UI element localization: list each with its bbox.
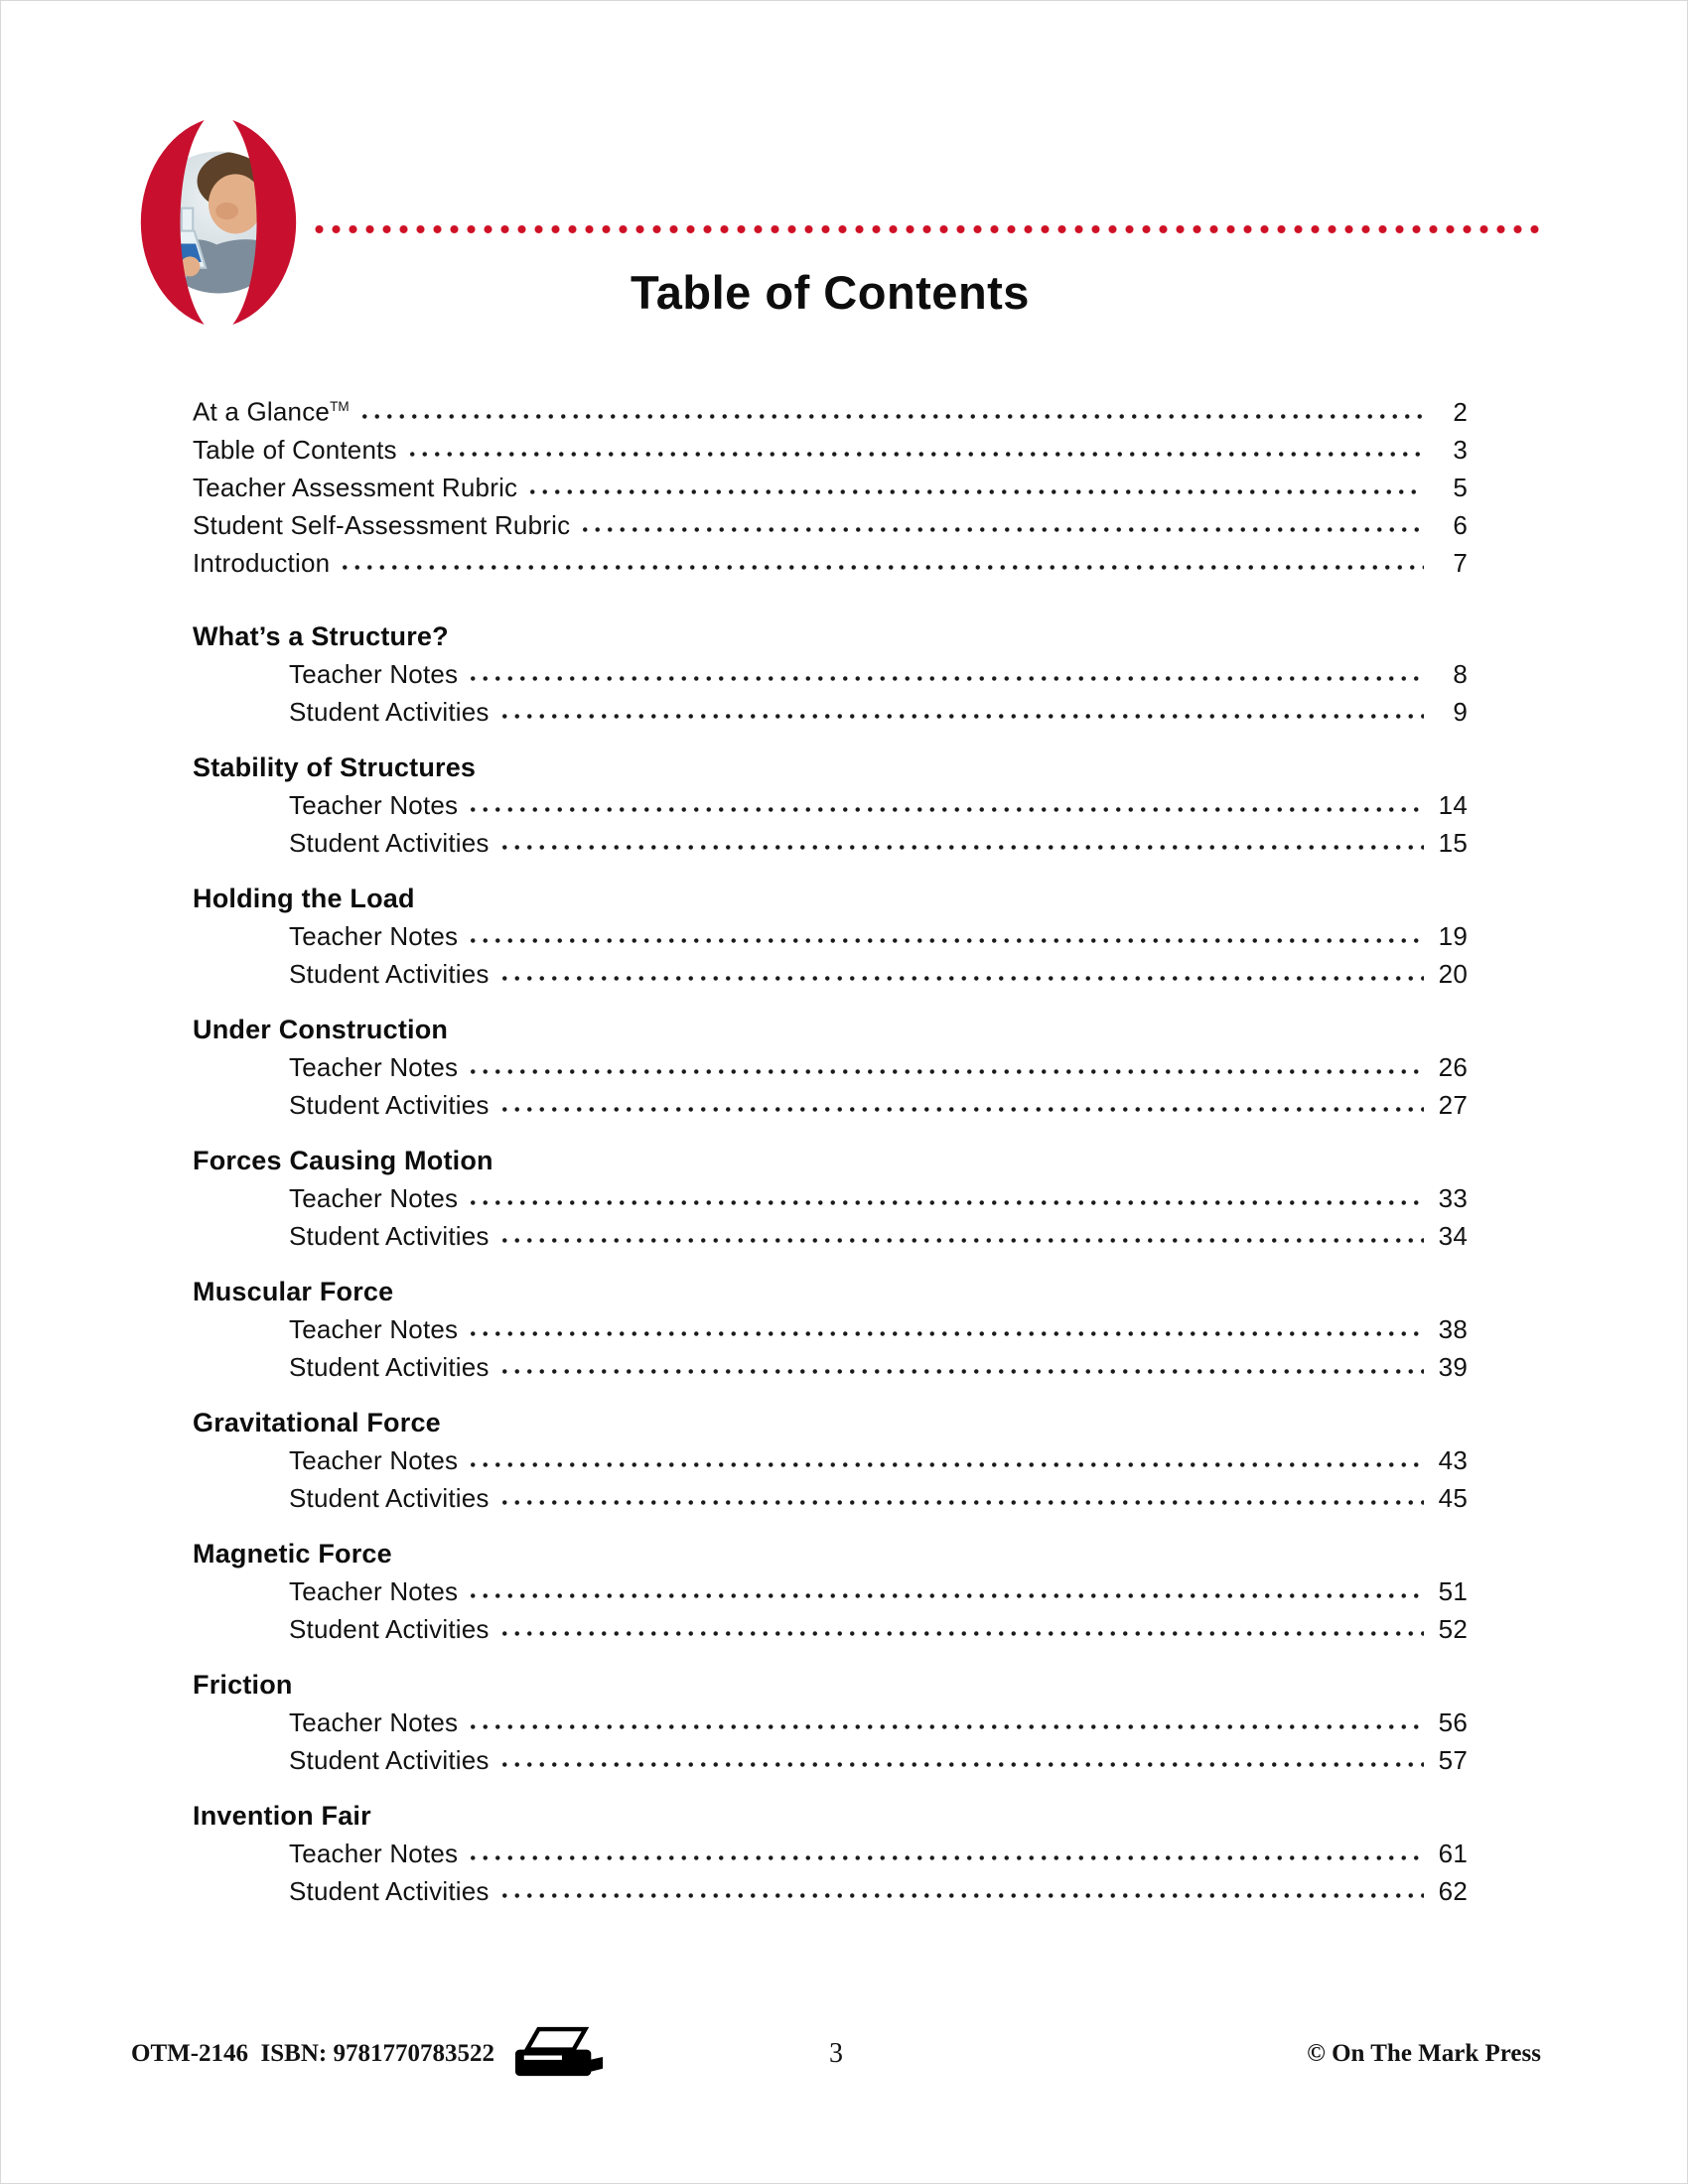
toc-row xyxy=(193,955,1468,993)
toc-page-number: 33 xyxy=(1438,1182,1468,1213)
toc-row xyxy=(193,1610,1468,1648)
toc-page-number: 6 xyxy=(1453,509,1468,540)
toc-row xyxy=(193,1872,1468,1910)
toc-entry-label: Student Activities xyxy=(289,1744,490,1775)
dotted-leader xyxy=(498,1891,1424,1900)
toc-entry-label: Teacher Notes xyxy=(289,1051,459,1082)
toc-page-number: 19 xyxy=(1438,920,1468,951)
toc-entry-label: Introduction xyxy=(193,547,331,578)
toc-section-heading: Forces Causing Motion xyxy=(193,1145,493,1175)
toc-page-number: 14 xyxy=(1438,789,1468,820)
toc-page-number: 45 xyxy=(1438,1482,1468,1513)
dotted-leader xyxy=(498,974,1424,983)
dotted-leader xyxy=(498,1236,1424,1245)
toc-row xyxy=(193,1310,1468,1348)
toc-entry-label: Student Activities xyxy=(289,958,490,989)
toc-section-heading: Friction xyxy=(193,1669,293,1700)
toc-entry-label: At a Glance™ xyxy=(193,396,350,427)
toc-row xyxy=(193,1086,1468,1124)
printer-icon xyxy=(512,2026,606,2092)
toc-page-number: 5 xyxy=(1453,472,1468,502)
dotted-leader xyxy=(467,936,1424,945)
toc-page-number: 51 xyxy=(1438,1575,1468,1606)
toc-section-heading: What’s a Structure? xyxy=(193,620,449,651)
dotted-leader xyxy=(339,563,1424,572)
toc-page-number: 52 xyxy=(1438,1613,1468,1644)
footer-isbn-text: OTM-2146 ISBN: 9781770783522 xyxy=(131,2040,494,2067)
toc-page-number: 2 xyxy=(1453,396,1468,427)
toc-row xyxy=(193,1479,1468,1517)
toc-entry-label: Teacher Notes xyxy=(289,1706,459,1737)
toc-page-number: 15 xyxy=(1438,827,1468,858)
dotted-leader xyxy=(467,1329,1424,1338)
toc-row xyxy=(193,693,1468,731)
footer-copyright: © On The Mark Press xyxy=(1307,2040,1541,2067)
dotted-leader xyxy=(526,487,1424,496)
dotted-leader xyxy=(498,1367,1424,1376)
dotted-leader xyxy=(498,1498,1424,1507)
toc-entry-label: Teacher Notes xyxy=(289,658,459,689)
toc-entry-label: Teacher Notes xyxy=(289,1444,459,1475)
dotted-leader xyxy=(467,1853,1424,1862)
toc-row xyxy=(193,824,1468,862)
toc-page-number: 3 xyxy=(1453,434,1468,465)
dotted-leader xyxy=(467,1198,1424,1207)
dotted-leader xyxy=(467,1591,1424,1600)
toc-page-number: 20 xyxy=(1438,958,1468,989)
toc-entry-label: Teacher Notes xyxy=(289,1313,459,1344)
toc-entry-label: Teacher Notes xyxy=(289,789,459,820)
toc-row xyxy=(193,388,1468,431)
toc-entry-label: Teacher Assessment Rubric xyxy=(193,472,518,502)
page-title: Table of Contents xyxy=(631,266,1030,319)
toc-entry-label: Student Activities xyxy=(289,696,490,727)
toc-page-number: 39 xyxy=(1438,1351,1468,1382)
dotted-leader xyxy=(358,412,1424,421)
toc-entry-label: Teacher Notes xyxy=(289,1182,459,1213)
toc-page-number: 27 xyxy=(1438,1089,1468,1120)
toc-section-heading: Under Construction xyxy=(193,1014,449,1044)
toc-page-number: 9 xyxy=(1453,696,1468,727)
toc-row xyxy=(193,544,1468,582)
toc-page-number: 8 xyxy=(1453,658,1468,689)
footer-page-number: 3 xyxy=(829,2038,843,2069)
dotted-leader xyxy=(467,674,1424,683)
toc-entry-label: Student Activities xyxy=(289,1089,490,1120)
dotted-leader xyxy=(498,843,1424,852)
dotted-leader xyxy=(467,1460,1424,1469)
toc-row xyxy=(193,1741,1468,1779)
dotted-leader xyxy=(579,525,1424,534)
dotted-leader xyxy=(498,1760,1424,1769)
toc-entry-label: Student Activities xyxy=(289,827,490,858)
toc-entry-label: Teacher Notes xyxy=(289,1838,459,1868)
toc-page-number: 43 xyxy=(1438,1444,1468,1475)
toc-page-number: 57 xyxy=(1438,1744,1468,1775)
toc-row xyxy=(193,431,1468,469)
table-of-contents xyxy=(193,388,1468,1910)
toc-entry-label: Student Activities xyxy=(289,1220,490,1251)
toc-page-number: 26 xyxy=(1438,1051,1468,1082)
toc-row xyxy=(193,655,1468,693)
toc-row xyxy=(193,1704,1468,1741)
dotted-leader xyxy=(498,1629,1424,1638)
toc-row xyxy=(193,917,1468,955)
toc-entry-label: Table of Contents xyxy=(193,434,397,465)
red-dotted-divider xyxy=(311,221,1540,237)
toc-entry-label: Teacher Notes xyxy=(289,1575,459,1606)
toc-row xyxy=(193,1441,1468,1479)
dotted-leader xyxy=(406,450,1424,459)
toc-page-number: 38 xyxy=(1438,1313,1468,1344)
toc-entry-label: Teacher Notes xyxy=(289,920,459,951)
toc-section-heading: Magnetic Force xyxy=(193,1538,392,1569)
toc-section-heading: Stability of Structures xyxy=(193,751,477,782)
toc-row xyxy=(193,1217,1468,1255)
toc-row xyxy=(193,1179,1468,1217)
toc-section-heading: Gravitational Force xyxy=(193,1407,441,1437)
toc-entry-label: Student Activities xyxy=(289,1351,490,1382)
dotted-leader xyxy=(498,712,1424,721)
toc-page-number: 56 xyxy=(1438,1706,1468,1737)
toc-row xyxy=(193,786,1468,824)
dotted-leader xyxy=(467,805,1424,814)
toc-row xyxy=(193,506,1468,544)
toc-page-number: 62 xyxy=(1438,1875,1468,1906)
toc-entry-label: Student Activities xyxy=(289,1482,490,1513)
toc-row xyxy=(193,1572,1468,1610)
dotted-leader xyxy=(467,1722,1424,1731)
dotted-leader xyxy=(467,1067,1424,1076)
toc-row xyxy=(193,1348,1468,1386)
toc-section-heading: Holding the Load xyxy=(193,883,415,913)
toc-page-number: 34 xyxy=(1438,1220,1468,1251)
page-footer xyxy=(131,2026,1541,2096)
toc-row xyxy=(193,469,1468,506)
toc-entry-label: Student Self-Assessment Rubric xyxy=(193,509,571,540)
dotted-leader xyxy=(498,1105,1424,1114)
trademark-superscript: TM xyxy=(330,399,350,414)
toc-row xyxy=(193,1048,1468,1086)
toc-page-number: 61 xyxy=(1438,1838,1468,1868)
toc-entry-label: Student Activities xyxy=(289,1875,490,1906)
toc-section-heading: Muscular Force xyxy=(193,1276,394,1306)
toc-entry-label: Student Activities xyxy=(289,1613,490,1644)
toc-page-number: 7 xyxy=(1453,547,1468,578)
toc-section-heading: Invention Fair xyxy=(193,1800,371,1831)
toc-row xyxy=(193,1835,1468,1872)
